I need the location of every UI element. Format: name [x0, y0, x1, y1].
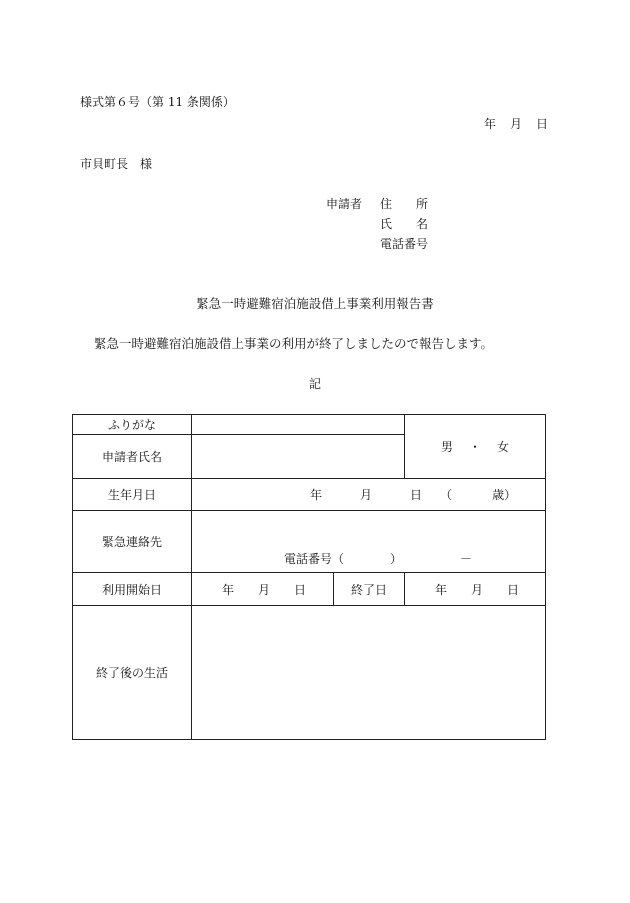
end-month-label: 月 — [471, 582, 484, 597]
applicant-name-field[interactable] — [192, 435, 405, 479]
furigana-row — [73, 415, 546, 435]
applicant-name-label: 申請者氏名 — [73, 435, 192, 479]
usage-period-row — [73, 573, 546, 606]
address-label: 住 所 — [380, 197, 429, 211]
emergency-phone-label: 電話番号（ — [284, 552, 345, 566]
document-title: 緊急一時避難宿泊施設借上事業利用報告書 — [196, 296, 434, 311]
birth-month-label: 月 — [360, 488, 373, 502]
birth-year-label: 年 — [310, 488, 323, 502]
birthdate-field[interactable] — [192, 479, 546, 511]
birthdate-label: 生年月日 — [73, 479, 192, 511]
applicant-label: 申請者 — [326, 197, 363, 211]
emergency-phone-close: ） — [390, 552, 403, 566]
end-date-label: 終了日 — [334, 573, 405, 606]
emergency-contact-field[interactable] — [192, 511, 546, 573]
emergency-phone-dash: － — [460, 552, 473, 566]
phone-label: 電話番号 — [380, 237, 429, 251]
life-after-row — [73, 606, 546, 740]
end-date-field[interactable] — [405, 573, 546, 606]
start-month-label: 月 — [258, 582, 271, 597]
furigana-field[interactable] — [192, 415, 405, 435]
birthdate-row — [73, 479, 546, 511]
emergency-contact-row — [73, 511, 546, 573]
day-label: 日 — [536, 117, 549, 131]
end-year-label: 年 — [435, 582, 448, 597]
gender-separator: ・ — [468, 440, 481, 454]
report-form-table — [72, 414, 546, 740]
female-option[interactable]: 女 — [497, 440, 510, 454]
end-day-label: 日 — [507, 582, 520, 597]
start-day-label: 日 — [294, 582, 307, 597]
emergency-phone-line — [284, 550, 472, 567]
emergency-contact-label: 緊急連絡先 — [73, 511, 192, 573]
recipient: 市貝町長 様 — [80, 157, 153, 171]
life-after-field[interactable] — [192, 606, 546, 740]
life-after-label: 終了後の生活 — [73, 606, 192, 740]
ki-heading: 記 — [308, 377, 321, 391]
name-label: 氏 名 — [380, 217, 429, 231]
furigana-label: ふりがな — [73, 415, 192, 435]
submission-date — [484, 118, 548, 130]
form-number: 様式第６号（第 11 条関係） — [80, 95, 235, 109]
month-label: 月 — [510, 117, 523, 131]
gender-cell[interactable] — [405, 415, 546, 479]
age-label: 歳） — [492, 488, 517, 502]
start-date-label: 利用開始日 — [73, 573, 192, 606]
birth-day-label: 日 — [410, 488, 423, 502]
year-label: 年 — [484, 117, 497, 131]
male-option[interactable]: 男 — [440, 440, 453, 454]
age-open-paren: （ — [440, 488, 453, 502]
document-body: 緊急一時避難宿泊施設借上事業の利用が終了しましたので報告します。 — [94, 336, 494, 351]
start-date-field[interactable] — [192, 573, 334, 606]
start-year-label: 年 — [222, 582, 235, 597]
